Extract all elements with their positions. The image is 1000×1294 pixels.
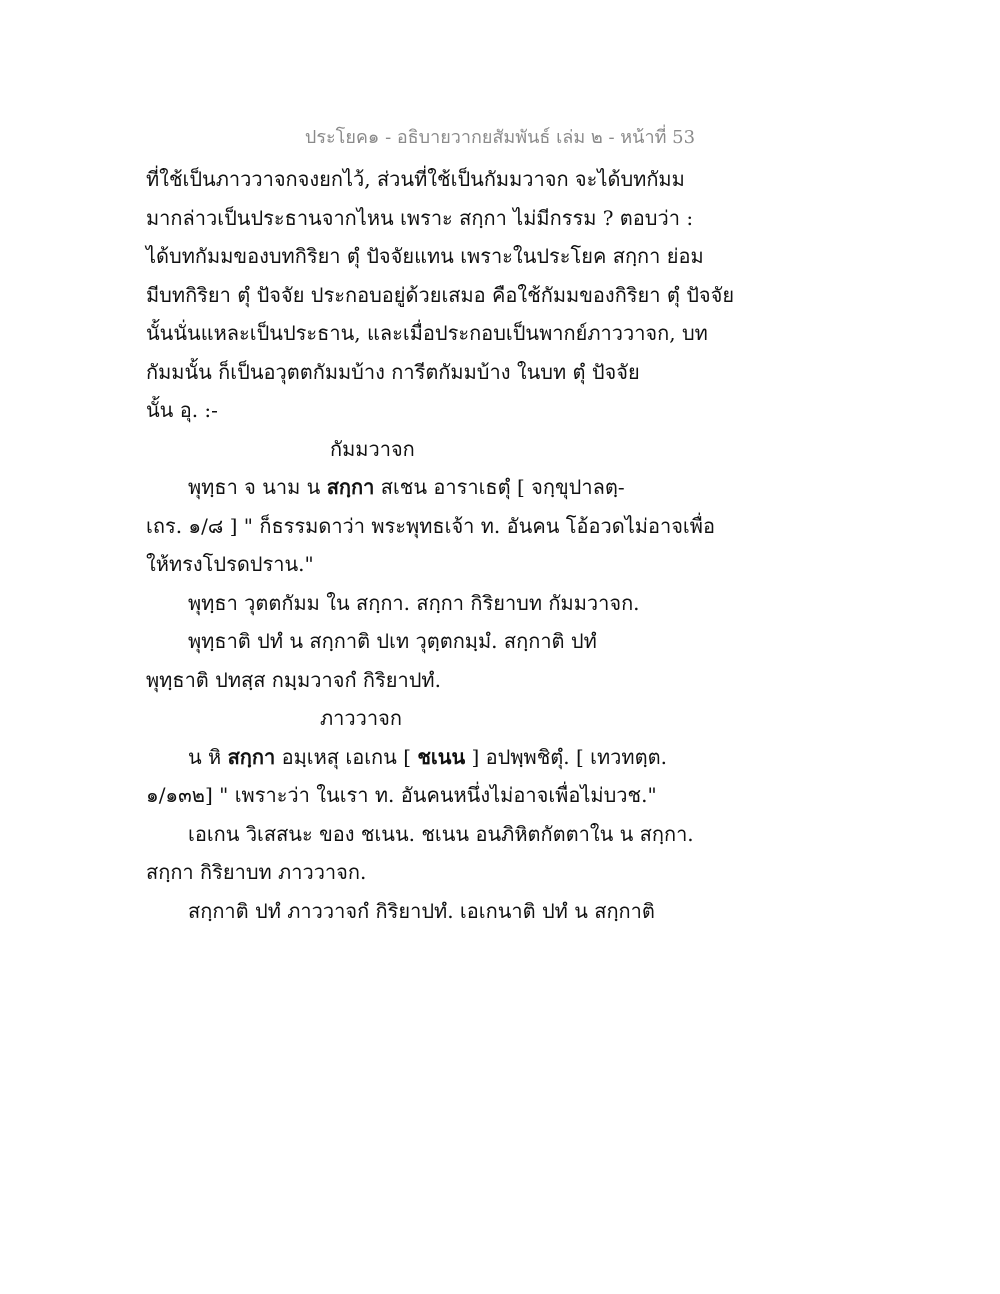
section-heading-bhavavacaka: ภาววาจก: [320, 706, 402, 730]
text-line: มีบทกิริยา ตุํ ปัจจัย ประกอบอยู่ด้วยเสมอ คือใช้กัมมของกิริยา ตุํ ปัจจัย: [146, 282, 735, 307]
text-line: พุทฺธาติ ปทํ น สกฺกาติ ปเท วุตฺตกมฺมํ. สกฺกาติ ปทํ: [188, 629, 597, 653]
text-run: ] อปพฺพชิตุํ. [ เทวทตฺต.: [465, 744, 667, 769]
text-line: ที่ใช้เป็นภาววาจกจงยกไว้, ส่วนที่ใช้เป็นกัมมวาจก จะได้บทกัมม: [146, 167, 685, 191]
text-line: ๑/๑๓๒] " เพราะว่า ในเรา ท. อันคนหนึ่งไม่อาจเพื่อไม่บวช.": [146, 783, 657, 807]
text-run: น หิ: [188, 744, 228, 769]
example-line: [146, 738, 866, 777]
bold-term: สกฺกา: [227, 744, 276, 769]
text-line: มากล่าวเป็นประธานจากไหน เพราะ สกฺกา ไม่มีกรรม ? ตอบว่า :: [146, 205, 694, 230]
page-body: [146, 160, 866, 930]
text-run: พุทฺธา จ นาม น: [188, 475, 327, 499]
text-line: สกฺกา กิริยาบท ภาววาจก.: [146, 860, 367, 884]
section-heading-kammavacaka: กัมมวาจก: [330, 436, 415, 461]
text-run: อมฺเหสุ เอเกน [: [275, 744, 418, 769]
text-line: เถร. ๑/๘ ] " ก็ธรรมดาว่า พระพุทธเจ้า ท. อันคน โอ้อวดไม่อาจเพื่อ: [146, 513, 715, 538]
text-line: พุทฺธาติ ปทสฺส กมฺมวาจกํ กิริยาปทํ.: [146, 667, 441, 692]
text-line: เอเกน วิเสสนะ ของ ชเนน. ชเนน อนภิหิตกัตตาใน น สกฺกา.: [188, 821, 694, 846]
text-line: กัมมนั้น ก็เป็นอวุตตกัมมบ้าง การีตกัมมบ้าง ในบท ตุํ ปัจจัย: [146, 359, 640, 384]
bold-term: สกฺกา: [326, 475, 375, 499]
text-run: สเชน อาราเธตุํ [ จกฺขุปาลตฺ-: [374, 475, 625, 499]
text-line: ให้ทรงโปรดปราน.": [146, 552, 314, 576]
bold-term: ชเนน: [417, 744, 466, 769]
text-line: นั้น อุ. :-: [146, 398, 218, 422]
text-line: พุทฺธา วุตตกัมม ใน สกฺกา. สกฺกา กิริยาบท กัมมวาจก.: [188, 590, 640, 615]
running-title: ประโยค๑ - อธิบายวากยสัมพันธ์ เล่ม ๒ - หน้าที่ 53: [304, 127, 696, 148]
running-header: [0, 122, 1000, 151]
text-line: นั้นนั่นแหละเป็นประธาน, และเมื่อประกอบเป็นพากย์ภาววาจก, บท: [146, 321, 708, 345]
text-line: สกฺกาติ ปทํ ภาววาจกํ กิริยาปทํ. เอเกนาติ ปทํ น สกฺกาติ: [188, 898, 655, 923]
text-line: ได้บทกัมมของบทกิริยา ตุํ ปัจจัยแทน เพราะในประโยค สกฺกา ย่อม: [146, 244, 704, 268]
example-line: [146, 468, 866, 507]
